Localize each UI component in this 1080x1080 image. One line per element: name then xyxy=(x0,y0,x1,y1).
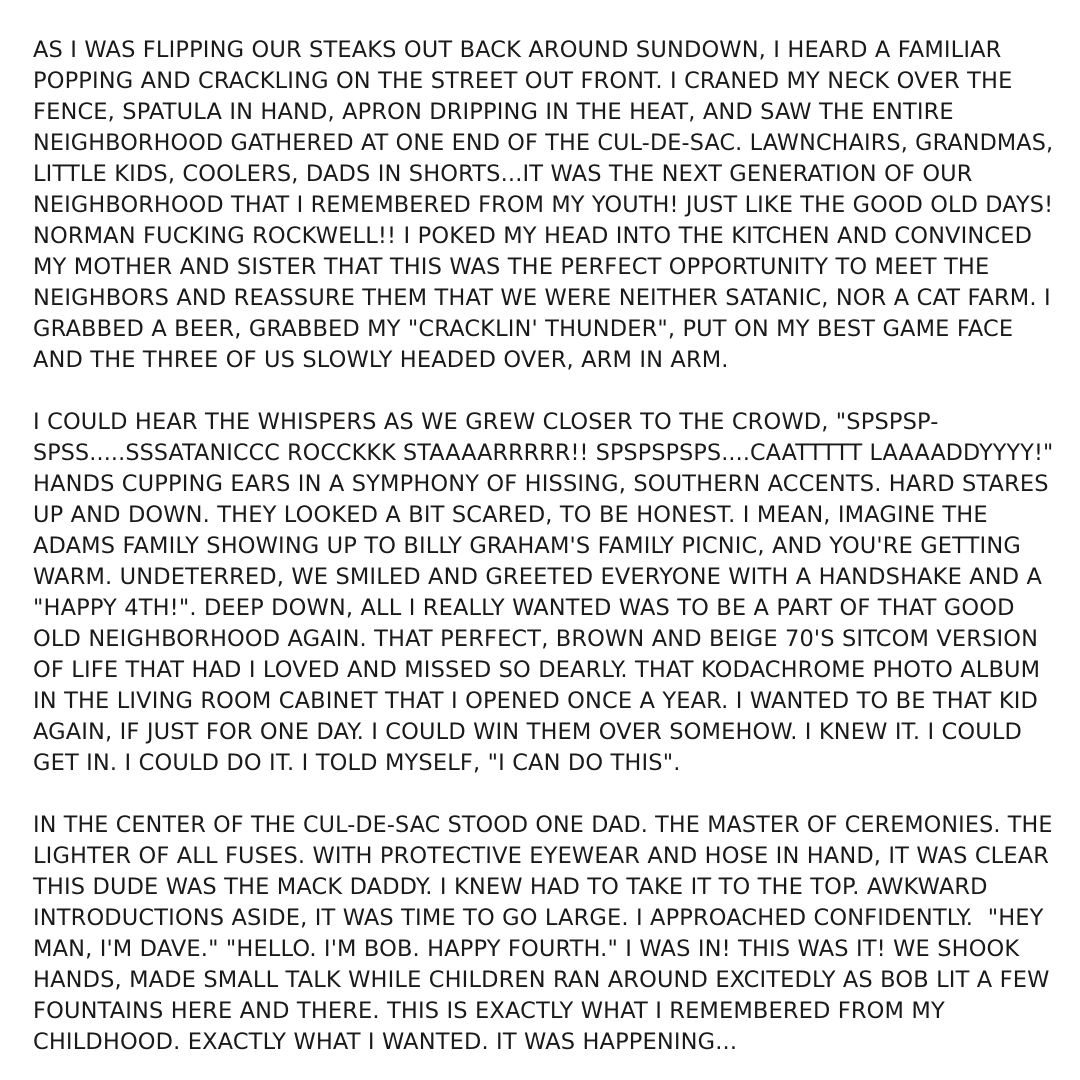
text-line: FENCE, SPATULA IN HAND, APRON DRIPPING IN THE HEAT, AND SAW THE ENTIRE xyxy=(33,99,954,125)
paragraph-1 xyxy=(33,35,1053,376)
text-line: POPPING AND CRACKLING ON THE STREET OUT FRONT. I CRANED MY NECK OVER THE xyxy=(33,68,1013,94)
story-text-page xyxy=(33,35,1053,1058)
paragraph-gap xyxy=(33,779,1053,810)
text-line: NORMAN FUCKING ROCKWELL!! I POKED MY HEAD INTO THE KITCHEN AND CONVINCED xyxy=(33,223,1033,249)
text-line: NEIGHBORHOOD GATHERED AT ONE END OF THE CUL-DE-SAC. LAWNCHAIRS, GRANDMAS, xyxy=(33,130,1054,156)
text-line: FOUNTAINS HERE AND THERE. THIS IS EXACTLY WHAT I REMEMBERED FROM MY xyxy=(33,998,945,1024)
text-line: THIS DUDE WAS THE MACK DADDY. I KNEW HAD TO TAKE IT TO THE TOP. AWKWARD xyxy=(33,874,988,900)
text-line: OF LIFE THAT HAD I LOVED AND MISSED SO DEARLY. THAT KODACHROME PHOTO ALBUM xyxy=(33,657,1041,683)
text-line: I COULD HEAR THE WHISPERS AS WE GREW CLOSER TO THE CROWD, "SPSPSP- xyxy=(33,409,939,435)
text-line: LIGHTER OF ALL FUSES. WITH PROTECTIVE EYEWEAR AND HOSE IN HAND, IT WAS CLEAR xyxy=(33,843,1050,869)
text-line: IN THE CENTER OF THE CUL-DE-SAC STOOD ONE DAD. THE MASTER OF CEREMONIES. THE xyxy=(33,812,1053,838)
text-line: UP AND DOWN. THEY LOOKED A BIT SCARED, TO BE HONEST. I MEAN, IMAGINE THE xyxy=(33,502,988,528)
text-line: INTRODUCTIONS ASIDE, IT WAS TIME TO GO LARGE. I APPROACHED CONFIDENTLY. "HEY xyxy=(33,905,1044,931)
text-line: GET IN. I COULD DO IT. I TOLD MYSELF, "I CAN DO THIS". xyxy=(33,750,681,776)
text-line: MY MOTHER AND SISTER THAT THIS WAS THE PERFECT OPPORTUNITY TO MEET THE xyxy=(33,254,990,280)
text-line: NEIGHBORS AND REASSURE THEM THAT WE WERE NEITHER SATANIC, NOR A CAT FARM. I xyxy=(33,285,1051,311)
text-line: MAN, I'M DAVE." "HELLO. I'M BOB. HAPPY FOURTH." I WAS IN! THIS WAS IT! WE SHOOK xyxy=(33,936,1020,962)
text-line: IN THE LIVING ROOM CABINET THAT I OPENED ONCE A YEAR. I WANTED TO BE THAT KID xyxy=(33,688,1039,714)
text-line: AND THE THREE OF US SLOWLY HEADED OVER, ARM IN ARM. xyxy=(33,347,729,373)
text-line: AS I WAS FLIPPING OUR STEAKS OUT BACK AROUND SUNDOWN, I HEARD A FAMILIAR xyxy=(33,37,1002,63)
paragraph-3 xyxy=(33,810,1053,1058)
text-line: AGAIN, IF JUST FOR ONE DAY. I COULD WIN THEM OVER SOMEHOW. I KNEW IT. I COULD xyxy=(33,719,1023,745)
text-line: GRABBED A BEER, GRABBED MY "CRACKLIN' THUNDER", PUT ON MY BEST GAME FACE xyxy=(33,316,1014,342)
text-line: CHILDHOOD. EXACTLY WHAT I WANTED. IT WAS HAPPENING... xyxy=(33,1029,738,1055)
text-line: WARM. UNDETERRED, WE SMILED AND GREETED EVERYONE WITH A HANDSHAKE AND A xyxy=(33,564,1043,590)
text-line: HANDS, MADE SMALL TALK WHILE CHILDREN RAN AROUND EXCITEDLY AS BOB LIT A FEW xyxy=(33,967,1050,993)
text-line: SPSS.....SSSATANICCC ROCCKKK STAAAARRRRR!! SPSPSPSPS....CAATTTTT LAAAADDYYYY!" xyxy=(33,440,1054,466)
paragraph-gap xyxy=(33,376,1053,407)
paragraph-2 xyxy=(33,407,1053,779)
text-line: OLD NEIGHBORHOOD AGAIN. THAT PERFECT, BROWN AND BEIGE 70'S SITCOM VERSION xyxy=(33,626,1039,652)
text-line: "HAPPY 4TH!". DEEP DOWN, ALL I REALLY WANTED WAS TO BE A PART OF THAT GOOD xyxy=(33,595,1015,621)
text-line: NEIGHBORHOOD THAT I REMEMBERED FROM MY YOUTH! JUST LIKE THE GOOD OLD DAYS! xyxy=(33,192,1054,218)
text-line: LITTLE KIDS, COOLERS, DADS IN SHORTS...IT WAS THE NEXT GENERATION OF OUR xyxy=(33,161,973,187)
text-line: HANDS CUPPING EARS IN A SYMPHONY OF HISSING, SOUTHERN ACCENTS. HARD STARES xyxy=(33,471,1049,497)
text-line: ADAMS FAMILY SHOWING UP TO BILLY GRAHAM'S FAMILY PICNIC, AND YOU'RE GETTING xyxy=(33,533,1021,559)
